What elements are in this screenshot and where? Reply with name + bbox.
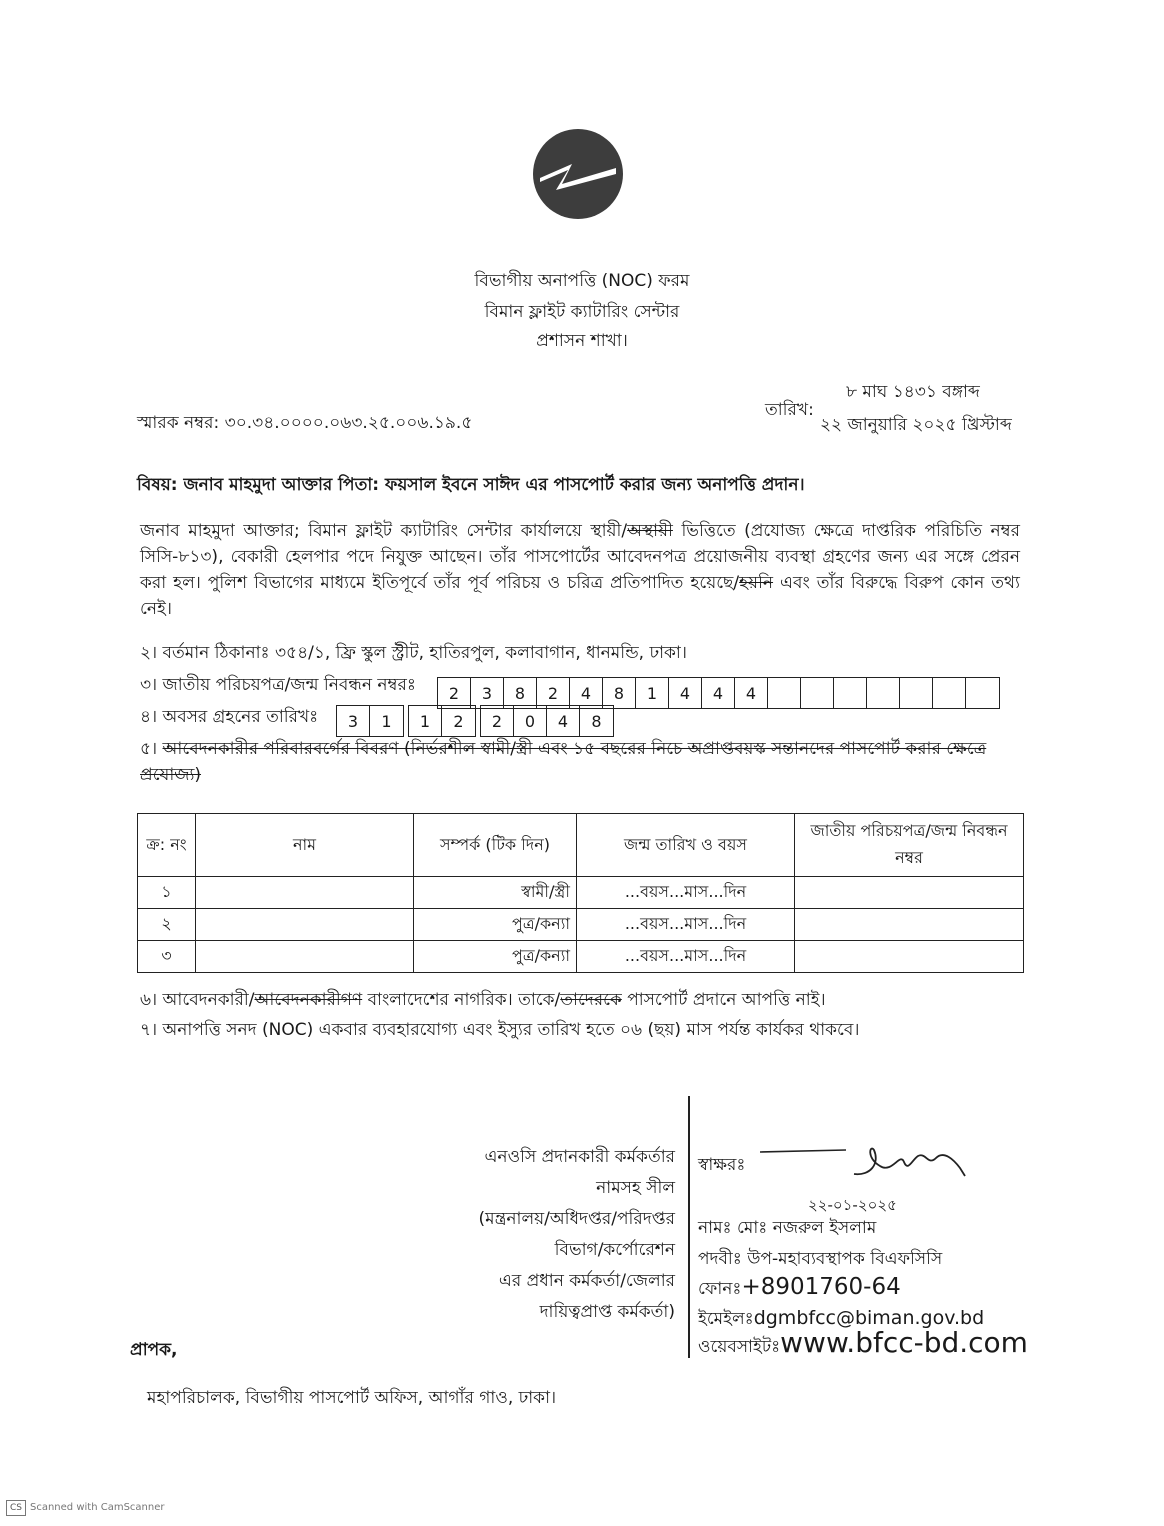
nid-digit-box: 4 xyxy=(735,678,768,708)
memo-number: ৩০.৩৪.০০০০.০৬৩.২৫.০০৬.১৯.৫ xyxy=(224,413,473,433)
retirement-digit-box: 1 xyxy=(409,706,442,736)
nid-digit-box: 3 xyxy=(471,678,504,708)
nid-digit-box: 1 xyxy=(636,678,669,708)
nid-digit-box: 2 xyxy=(438,678,471,708)
retirement-date-boxes xyxy=(336,705,614,737)
nid-digit-box xyxy=(867,678,900,708)
nid-digit-box: 8 xyxy=(603,678,636,708)
signatory-designation: পদবীঃ উপ-মহাব্যবস্থাপক বিএফসিসি xyxy=(698,1249,943,1269)
nid-digit-box: 2 xyxy=(537,678,570,708)
col-header-relation: সম্পর্ক (টিক দিন) xyxy=(414,814,577,877)
retirement-day xyxy=(336,705,404,737)
validity-line: ৭। অনাপত্তি সনদ (NOC) একবার ব্যবহারযোগ্য এবং ইস্যুর তারিখ হতে ০৬ (ছয়) মাস পর্যন্ত কার্যকর থাকবে। xyxy=(140,1020,860,1040)
retirement-digit-box: 2 xyxy=(481,706,514,736)
body-paragraph: জনাব মাহমুদা আক্তার; বিমান ফ্লাইট ক্যাটারিং সেন্টার কার্যালয়ে স্থায়ী/অস্থায়ী ভিত্তিতে (প্রযোজ্য ক্ষেত্রে দাপ্তরিক পরিচিতি নম্বর সিসি-৮১৩), বেকারী হেলপার পদে নিযুক্ত আছেন। তাঁর পাসপোর্টের আবেদনপত্র প্রয়োজনীয় ব্যবস্থা গ্রহণের জন্য এর সঙ্গে প্রেরন করা হল। পুলিশ বিভাগের মাধ্যমে ইতিপূর্বে তাঁর পূর্ব পরিচয় ও চরিত্র প্রতিপাদিত হয়েছে/হয়নি এবং তাঁর বিরুদ্ধে বিরুপ কোন তথ্য নেই। xyxy=(140,521,1020,619)
col-header-nid: জাতীয় পরিচয়পত্র/জন্ম নিবন্ধন নম্বর xyxy=(795,814,1024,877)
department-name: প্রশাসন শাখা। xyxy=(536,331,628,351)
nid-digit-box xyxy=(834,678,867,708)
retirement-label: ৪। অবসর গ্রহনের তারিখঃ xyxy=(140,707,319,727)
nid-digit-box: 4 xyxy=(669,678,702,708)
subject-text: জনাব মাহমুদা আক্তার পিতা: ফয়সাল ইবনে সাঈদ এর পাসপোর্ট করার জন্য অনাপত্তি প্রদান। xyxy=(183,475,805,495)
memo-label: স্মারক নম্বর: xyxy=(137,413,220,433)
subject-label: বিষয়: xyxy=(137,475,178,495)
signature-date: ২২-০১-২০২৫ xyxy=(808,1196,897,1214)
table-row: ১ স্বামী/স্ত্রী ...বয়স...মাস...দিন xyxy=(138,877,1024,909)
retirement-year xyxy=(480,705,614,737)
retirement-digit-box: 0 xyxy=(514,706,547,736)
col-header-name: নাম xyxy=(196,814,414,877)
nid-label: ৩। জাতীয় পরিচয়পত্র/জন্ম নিবন্ধন নম্বরঃ xyxy=(140,675,416,695)
officer-block: এনওসি প্রদানকারী কর্মকর্তার নামসহ সীল (মন্ত্রনালয়/অধিদপ্তর/পরিদপ্তর বিভাগ/কর্পোরেশন এর প্রধান কর্মকর্তা/জেলার দায়িত্বপ্রাপ্ত কর্মকর্তা) xyxy=(478,1147,675,1322)
signature xyxy=(758,1142,973,1188)
col-header-dob: জন্ম তারিখ ও বয়স xyxy=(577,814,795,877)
family-details-heading: ৫। আবেদনকারীর পরিবারবর্গের বিবরণ (নির্ভরশীল স্বামী/স্ত্রী এবং ১৫ বছরের নিচে অপ্রাপ্তবয়স্ক সন্তানদের পাসপোর্ট করার ক্ষেত্রে প্রযোজ্য) xyxy=(140,739,987,785)
col-header-serial: ক্র: নং xyxy=(138,814,196,877)
retirement-digit-box: 8 xyxy=(591,711,602,731)
retirement-month xyxy=(408,705,476,737)
nid-digit-box xyxy=(768,678,801,708)
signatory-website: ওয়েবসাইটঃwww.bfcc-bd.com xyxy=(698,1326,1028,1359)
recipient-address: মহাপরিচালক, বিভাগীয় পাসপোর্ট অফিস, আগাঁর গাও, ঢাকা। xyxy=(147,1388,557,1408)
biman-logo xyxy=(532,128,624,220)
citizenship-line: ৬। আবেদনকারী/আবেদনকারীগণ বাংলাদেশের নাগরিক। তাকে/তাদেরকে পাসপোর্ট প্রদানে আপত্তি নাই। xyxy=(140,990,826,1010)
nid-digit-box xyxy=(966,678,999,708)
recipient-label: প্রাপক, xyxy=(130,1340,178,1360)
struck-text: হয়নি xyxy=(739,573,774,593)
retirement-digit-box: 4 xyxy=(547,706,580,736)
address-line: ২। বর্তমান ঠিকানাঃ ৩৫৪/১, ফ্রি স্কুল স্ট্রীট, হাতিরপুল, কলাবাগান, ধানমন্ডি, ঢাকা। xyxy=(140,643,687,663)
memo-line xyxy=(137,413,472,434)
nid-digit-box: 4 xyxy=(570,678,603,708)
nid-digit-box: 8 xyxy=(504,678,537,708)
nid-digit-box xyxy=(801,678,834,708)
struck-text: অস্থায়ী xyxy=(627,521,673,541)
table-row: ৩ পুত্র/কন্যা ...বয়স...মাস...দিন xyxy=(138,941,1024,973)
date-label: তারিখ: xyxy=(765,400,814,420)
divider xyxy=(688,1096,690,1358)
nid-digit-box xyxy=(933,678,966,708)
form-title: বিভাগীয় অনাপত্তি (NOC) ফরম xyxy=(474,271,690,291)
signatory-phone: ফোনঃ+8901760-64 xyxy=(698,1274,901,1300)
signatory-name: নামঃ মোঃ নজরুল ইসলাম xyxy=(698,1218,877,1238)
retirement-digit-box: 2 xyxy=(453,711,464,731)
scanner-watermark: CS Scanned with CamScanner xyxy=(6,1500,165,1516)
nid-digit-box xyxy=(900,678,933,708)
org-name: বিমান ফ্লাইট ক্যাটারিং সেন্টার xyxy=(484,302,680,322)
retirement-digit-box: 1 xyxy=(381,711,392,731)
date-bangla: ৮ মাঘ ১৪৩১ বঙ্গাব্দ xyxy=(846,382,980,402)
camscanner-icon: CS xyxy=(6,1500,26,1516)
signatory-email: ইমেইলঃdgmbfcc@biman.gov.bd xyxy=(698,1307,985,1329)
retirement-digit-box: 3 xyxy=(337,706,370,736)
signature-label: স্বাক্ষরঃ xyxy=(698,1155,746,1175)
subject-line xyxy=(137,475,805,496)
nid-digit-box: 4 xyxy=(702,678,735,708)
family-table xyxy=(137,813,1024,973)
date-gregorian: ২২ জানুয়ারি ২০২৫ খ্রিস্টাব্দ xyxy=(820,415,1012,435)
table-row: ২ পুত্র/কন্যা ...বয়স...মাস...দিন xyxy=(138,909,1024,941)
